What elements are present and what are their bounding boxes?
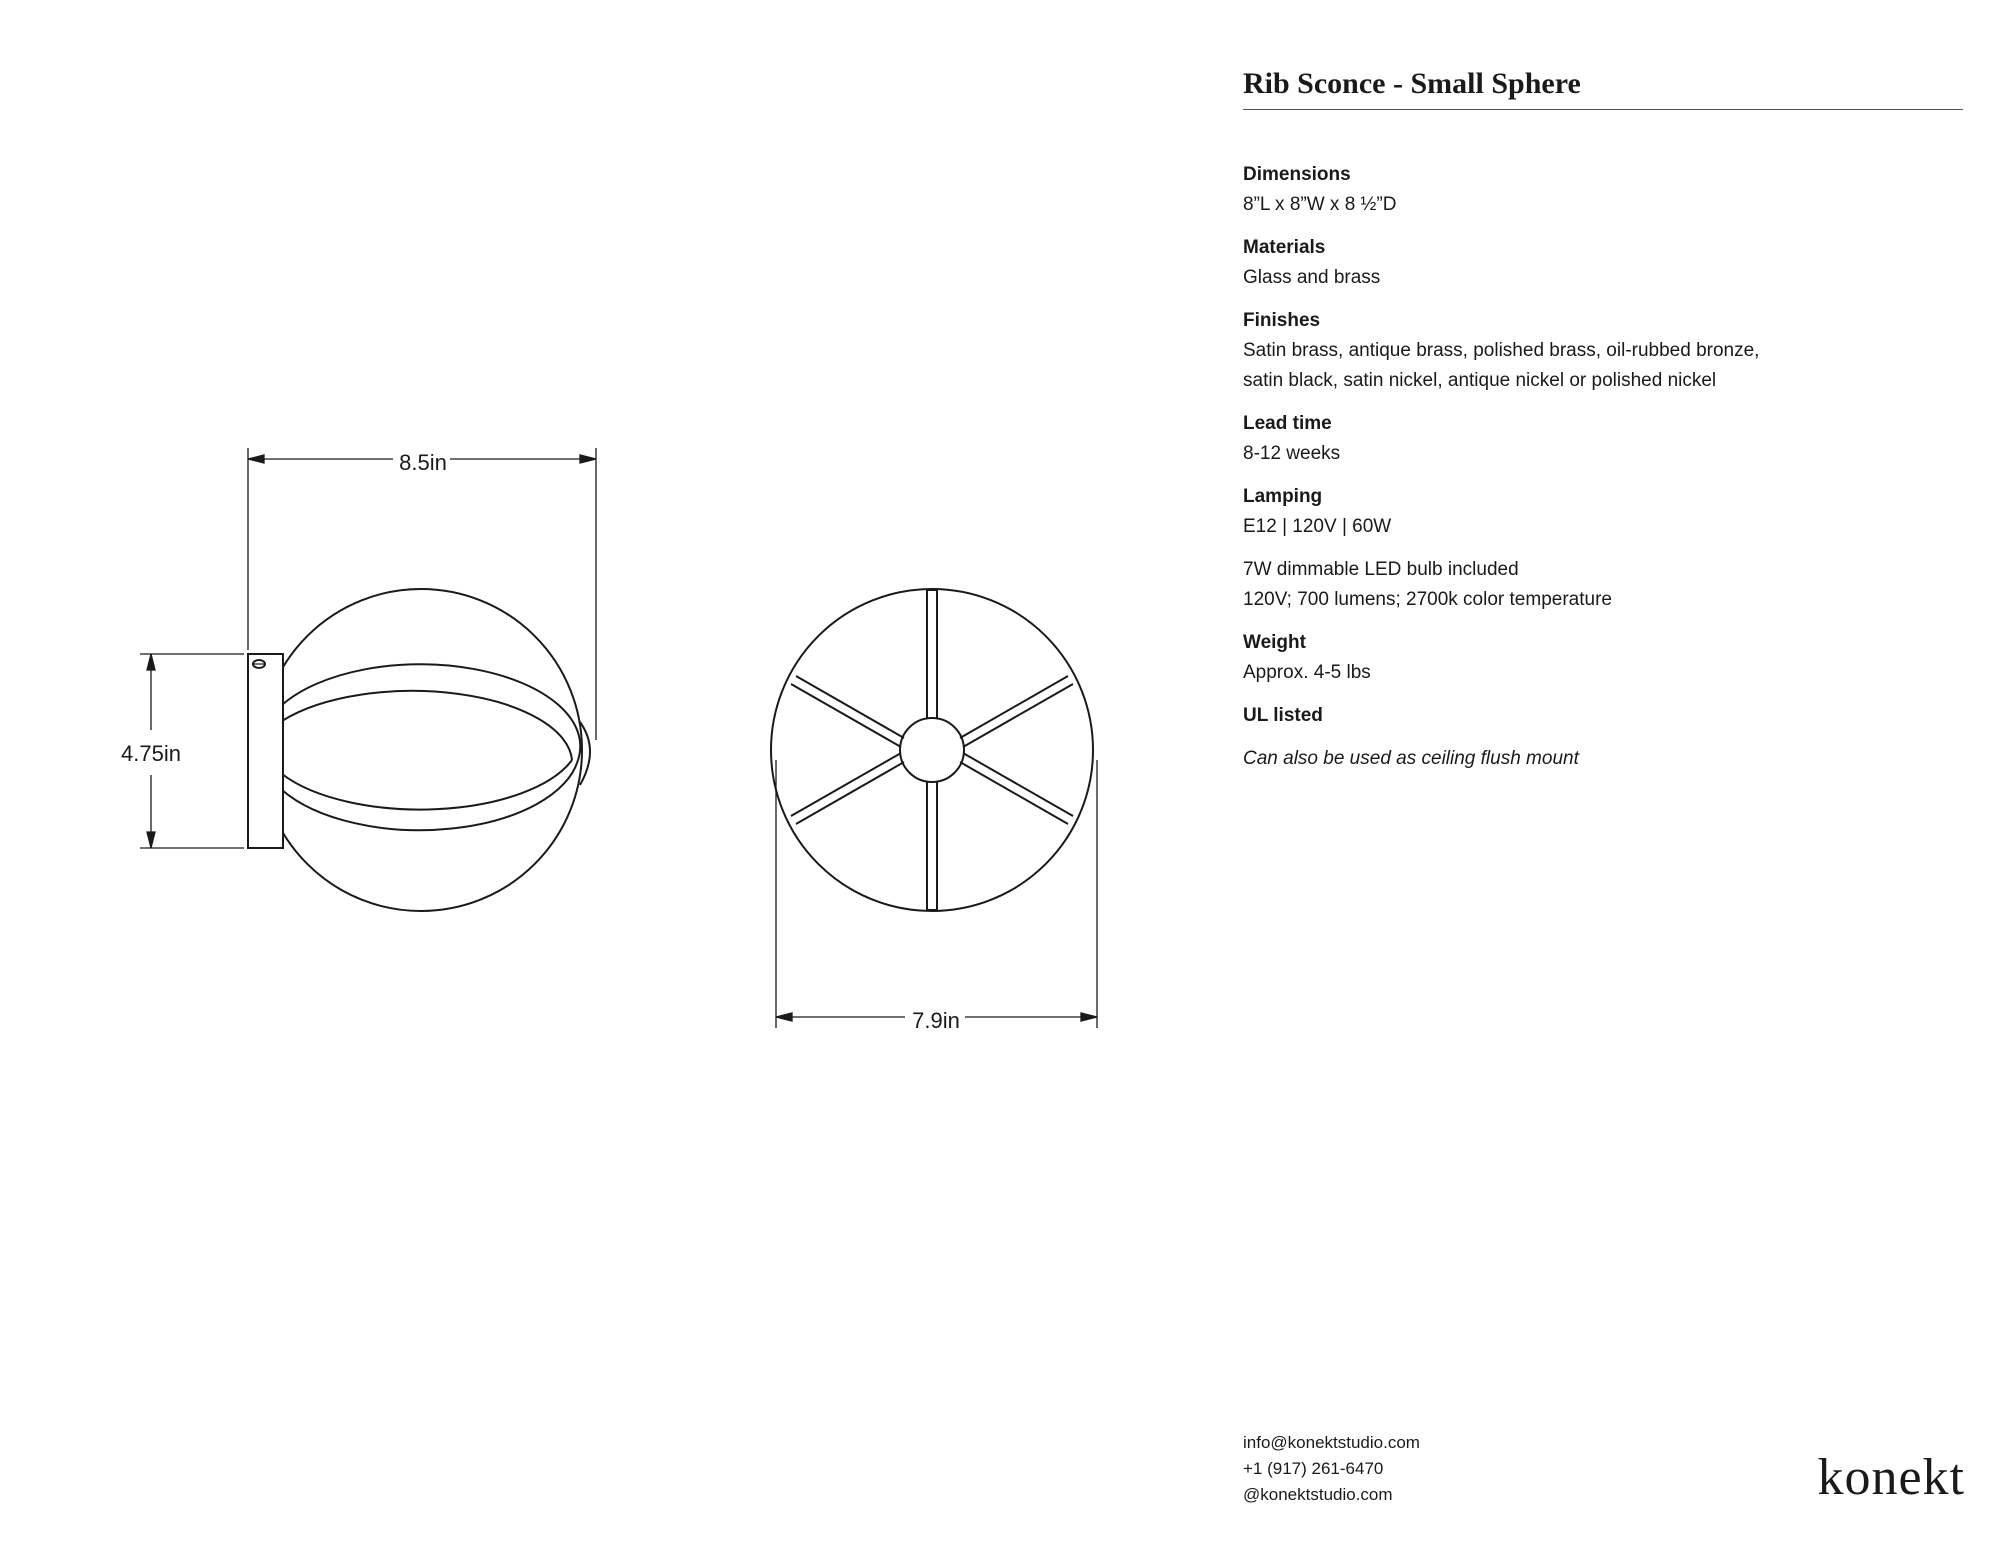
brand-logo: konekt <box>1817 1449 1965 1506</box>
side-sphere <box>260 589 582 911</box>
spec-finishes <box>1243 306 1963 396</box>
wall-plate <box>248 654 283 848</box>
spec-value-dimensions: 8”L x 8”W x 8 ½”D <box>1243 194 1397 215</box>
spec-note-text: Can also be used as ceiling flush mount <box>1243 748 1579 769</box>
contact-block <box>1243 1430 1420 1508</box>
title-divider <box>1243 109 1963 110</box>
spec-note <box>1243 744 1963 774</box>
contact-social[interactable]: @konektstudio.com <box>1243 1485 1393 1504</box>
spec-value-lead-time: 8-12 weeks <box>1243 443 1341 464</box>
spec-panel <box>1243 64 1963 787</box>
spec-list <box>1243 160 1963 774</box>
spec-label-lead-time: Lead time <box>1243 413 1332 434</box>
spec-value-weight: Approx. 4-5 lbs <box>1243 662 1371 683</box>
spec-label-weight: Weight <box>1243 632 1306 653</box>
spec-value-led-line1: 7W dimmable LED bulb included <box>1243 559 1519 580</box>
spec-value-materials: Glass and brass <box>1243 267 1381 288</box>
spec-value-led-line2: 120V; 700 lumens; 2700k color temperature <box>1243 589 1612 610</box>
spec-label-ul: UL listed <box>1243 705 1323 726</box>
spec-label-materials: Materials <box>1243 237 1326 258</box>
spec-ul <box>1243 701 1963 731</box>
contact-phone[interactable]: +1 (917) 261-6470 <box>1243 1459 1384 1478</box>
spec-dimensions <box>1243 160 1963 220</box>
side-rib-top <box>282 664 580 760</box>
side-width-dimension <box>248 448 596 740</box>
side-height-label: 4.75in <box>121 741 181 766</box>
front-sphere <box>771 589 1093 911</box>
spec-label-finishes: Finishes <box>1243 310 1321 331</box>
spec-value-finishes-line2: satin black, satin nickel, antique nickel or polished nickel <box>1243 370 1717 391</box>
spec-lamping <box>1243 482 1963 542</box>
side-width-label: 8.5in <box>399 450 447 475</box>
front-ribs <box>791 590 1073 910</box>
side-rib-bottom-inner <box>282 760 572 810</box>
spec-label-dimensions: Dimensions <box>1243 164 1351 185</box>
front-hub <box>900 718 964 782</box>
contact-email[interactable]: info@konektstudio.com <box>1243 1433 1420 1452</box>
spec-lead-time <box>1243 409 1963 469</box>
spec-led <box>1243 555 1963 615</box>
spec-label-lamping: Lamping <box>1243 486 1323 507</box>
front-width-label: 7.9in <box>912 1008 960 1033</box>
spec-weight <box>1243 628 1963 688</box>
front-view <box>771 589 1093 911</box>
side-view <box>248 589 590 911</box>
spec-value-finishes-line1: Satin brass, antique brass, polished brass, oil-rubbed bronze, <box>1243 340 1760 361</box>
side-rib-top-inner <box>282 691 572 760</box>
spec-value-lamping: E12 | 120V | 60W <box>1243 516 1392 537</box>
spec-materials <box>1243 233 1963 293</box>
page-title: Rib Sconce - Small Sphere <box>1243 67 1581 100</box>
